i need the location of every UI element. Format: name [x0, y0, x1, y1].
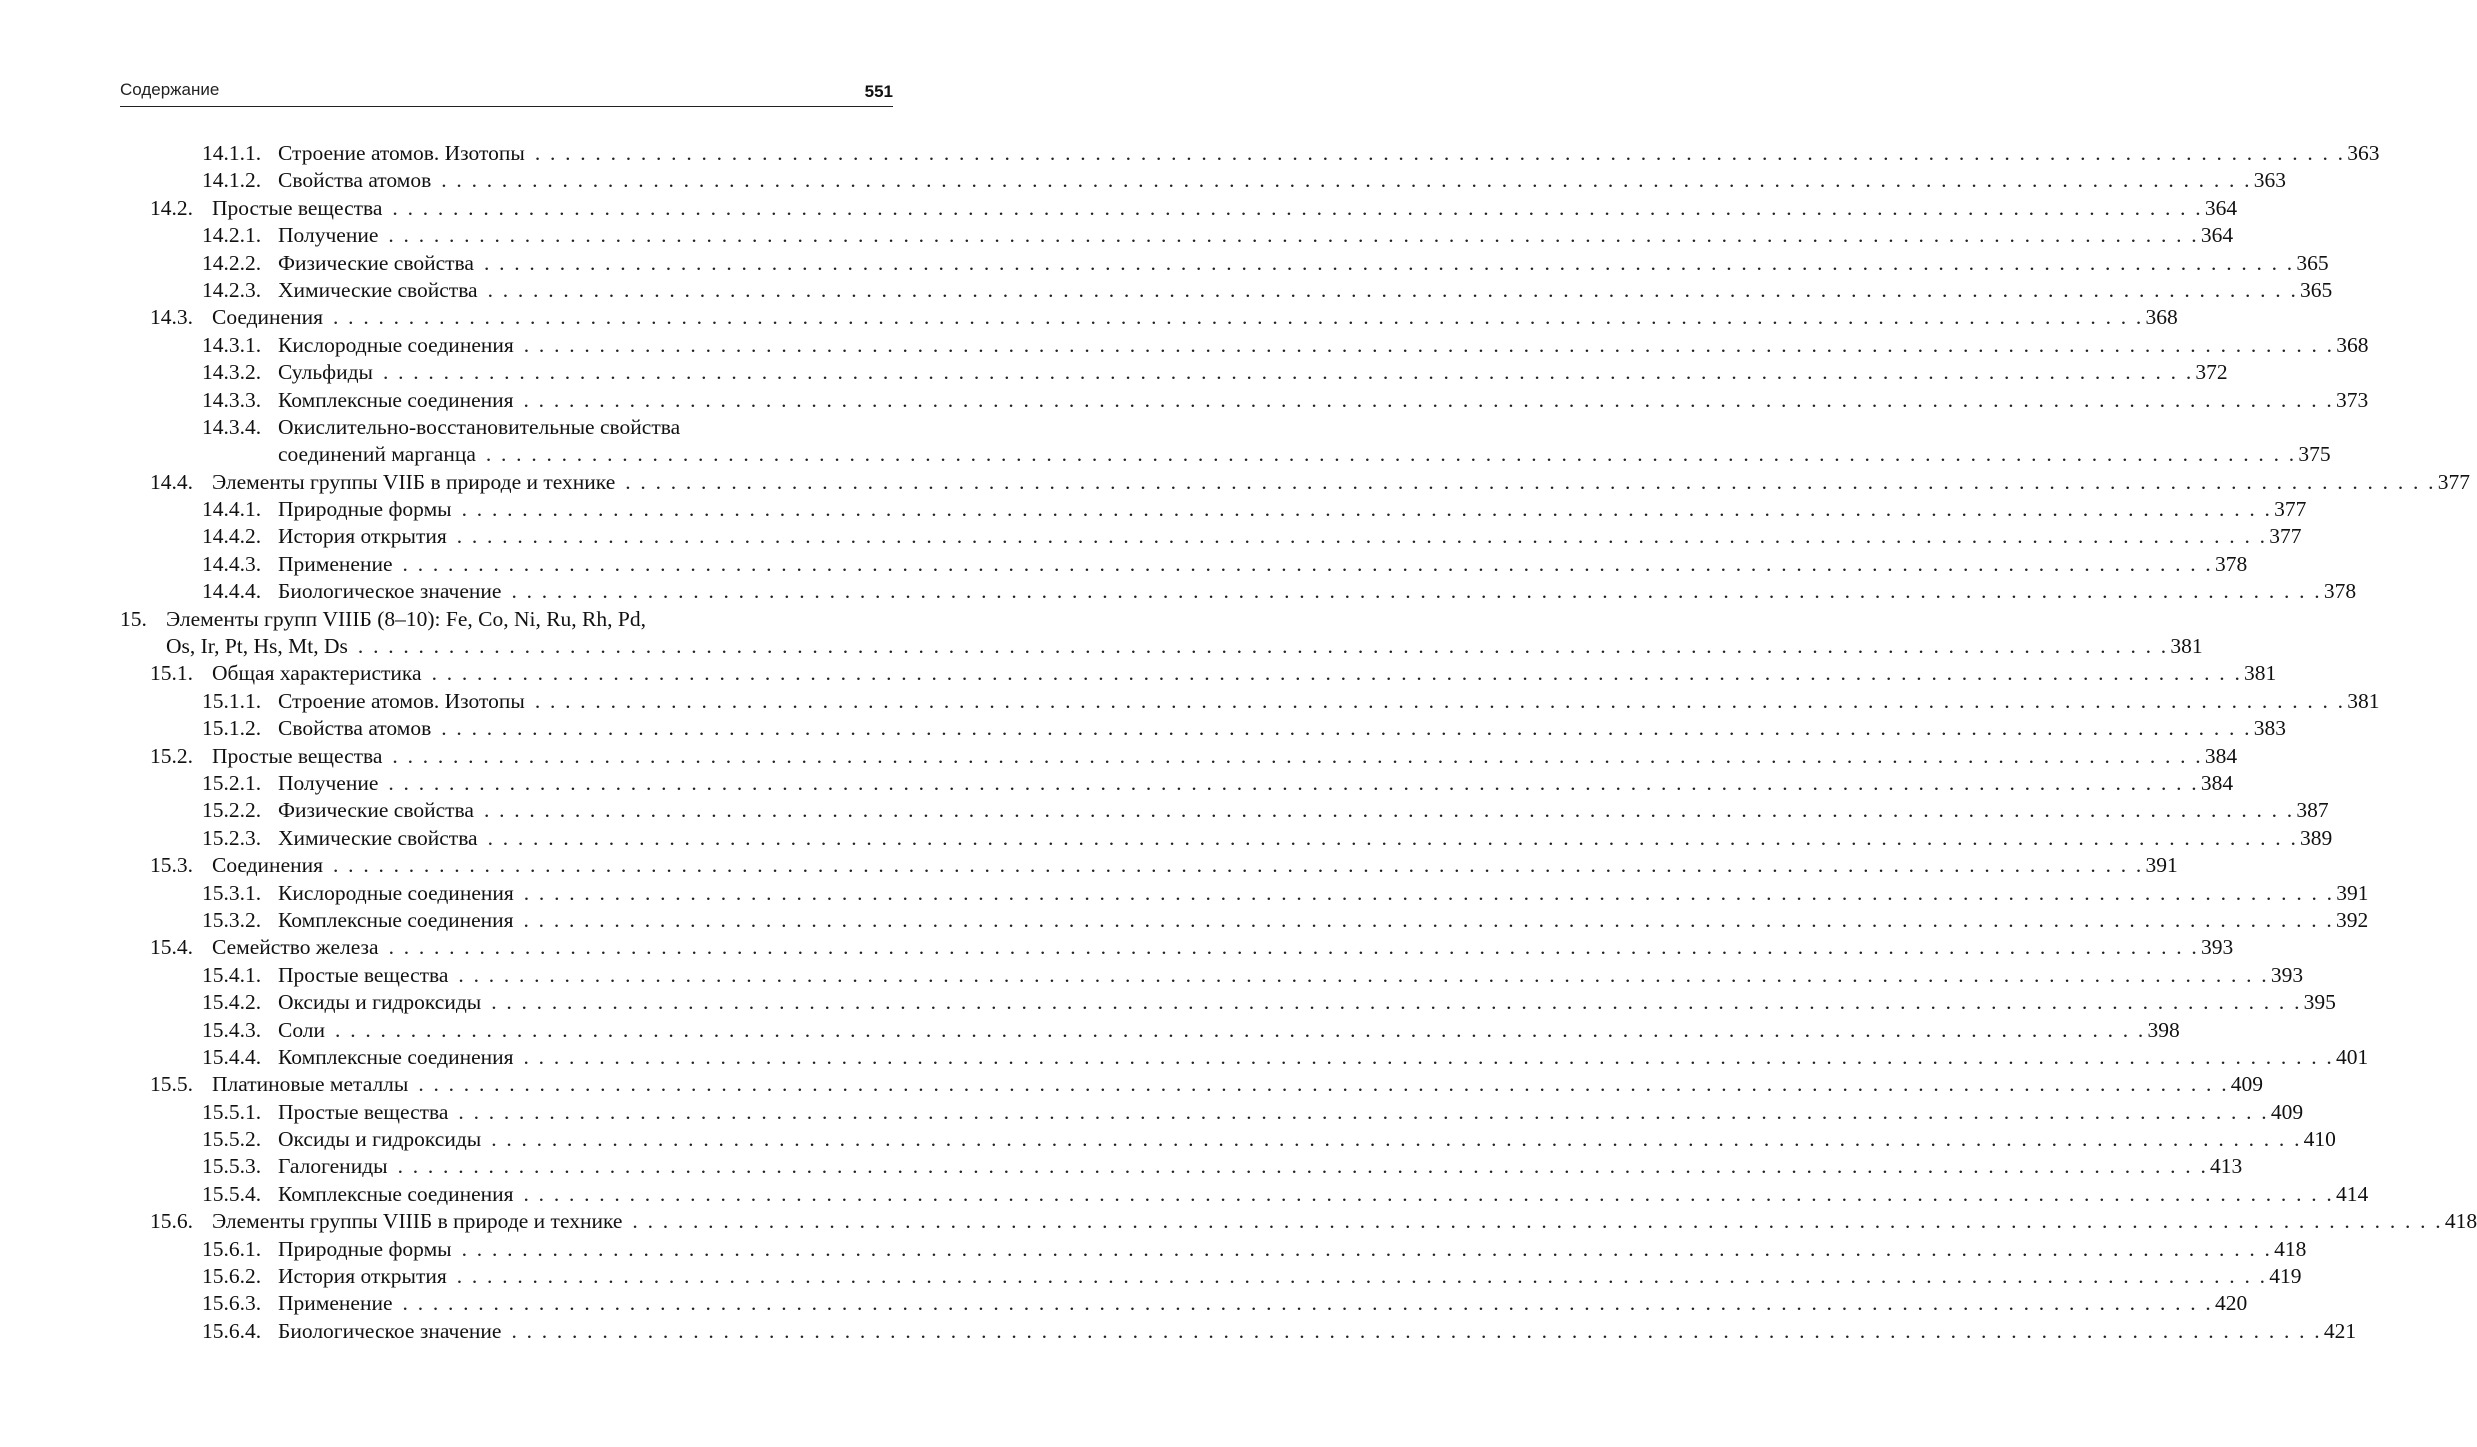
- toc-entry-title: Простые вещества: [278, 962, 449, 987]
- toc-leader-dots: . . . . . . . . . . . . . . . . . . . . . . . . . . . . . . . . . . . . . . . . . . . . . . . . . . . . . . . . . . . . . . . . . . . . . . . . . . . . . . . . . . . . . . . . . . . . . . . . . . . . . . . . . . . . . . . . . . . . . . . .: [523, 1181, 2334, 1206]
- toc-entry-page: 418: [2444, 1209, 2477, 1234]
- toc-leader-dots: . . . . . . . . . . . . . . . . . . . . . . . . . . . . . . . . . . . . . . . . . . . . . . . . . . . . . . . . . . . . . . . . . . . . . . . . . . . . . . . . . . . . . . . . . . . . . . . . . . . . . . . . . . . . . . . . . . . . . . . .: [483, 250, 2295, 275]
- toc-entry-row: [202, 715, 2286, 742]
- toc-entry-title: Получение: [278, 770, 379, 795]
- toc-leader-dots: . . . . . . . . . . . . . . . . . . . . . . . . . . . . . . . . . . . . . . . . . . . . . . . . . . . . . . . . . . . . . . . . . . . . . . . . . . . . . . . . . . . . . . . . . . . . . . . . . . . . . . . . . . . . . . . . . . . . . . . .: [418, 1072, 2229, 1097]
- toc-entry-page: 409: [2230, 1072, 2264, 1097]
- toc-entry-row: [202, 414, 893, 441]
- toc-entry-row: [202, 989, 2336, 1016]
- toc-entry-page: 363: [2347, 141, 2380, 165]
- toc-entry[interactable]: [0, 222, 2234, 249]
- toc-entry-page: 413: [2210, 1154, 2243, 1179]
- toc-entry-title: Комплексные соединения: [278, 907, 514, 932]
- toc-entry-number: 15.3.2.: [202, 907, 262, 932]
- toc-leader-dots: . . . . . . . . . . . . . . . . . . . . . . . . . . . . . . . . . . . . . . . . . . . . . . . . . . . . . . . . . . . . . . . . . . . . . . . . . . . . . . . . . . . . . . . . . . . . . . . . . . . . . . . . . . . . . . . . . . . . . . . .: [335, 1017, 2146, 1042]
- toc-entry-title: соединений марганца: [278, 442, 476, 467]
- toc-entry-page: 377: [2437, 469, 2470, 494]
- toc-entry-row: [202, 1181, 2369, 1208]
- toc-entry-page: 365: [2296, 250, 2329, 275]
- toc-entry-page: 372: [2195, 360, 2228, 385]
- toc-entry-number: 14.3.1.: [202, 332, 262, 357]
- toc-entry-title: Простые вещества: [212, 743, 383, 768]
- toc-entry-row: [202, 1318, 2357, 1345]
- toc-entry-title: Простые вещества: [212, 195, 383, 220]
- table-of-contents: [0, 140, 2477, 1345]
- toc-entry[interactable]: [0, 743, 2238, 770]
- toc-entry-number: 15.2.: [150, 743, 193, 768]
- toc-entry-number: 15.4.1.: [202, 962, 262, 987]
- toc-entry-number: 15.4.4.: [202, 1044, 262, 1069]
- toc-entry[interactable]: [0, 770, 2234, 797]
- toc-entry[interactable]: [0, 551, 2248, 578]
- toc-entry-number: 14.4.: [150, 469, 193, 494]
- header-title: Содержание: [120, 80, 220, 99]
- toc-entry-page: 391: [2145, 853, 2178, 878]
- toc-entry-page: 368: [2336, 332, 2369, 357]
- toc-entry-row: [150, 852, 2178, 879]
- toc-entry-row: [202, 1263, 2302, 1290]
- toc-entry-number: 15.: [120, 606, 147, 631]
- toc-entry-number: 15.2.2.: [202, 798, 262, 823]
- toc-entry-title: Свойства атомов: [278, 716, 432, 741]
- toc-entry-page: 364: [2204, 195, 2238, 220]
- toc-entry-title: Получение: [278, 223, 379, 248]
- toc-entry[interactable]: [0, 304, 2178, 331]
- toc-entry-page: 383: [2253, 716, 2286, 741]
- toc-entry-row: [202, 222, 2234, 249]
- toc-entry-row: [150, 1071, 2264, 1098]
- toc-entry-title: Семейство железа: [212, 935, 379, 960]
- toc-entry-page: 401: [2335, 1044, 2369, 1069]
- toc-entry[interactable]: [0, 797, 2329, 824]
- toc-leader-dots: . . . . . . . . . . . . . . . . . . . . . . . . . . . . . . . . . . . . . . . . . . . . . . . . . . . . . . . . . . . . . . . . . . . . . . . . . . . . . . . . . . . . . . . . . . . . . . . . . . . . . . . . . . . . . . . . . . . . . . . .: [397, 1154, 2209, 1179]
- toc-entry-number: 14.3.4.: [202, 414, 262, 439]
- toc-entry-number: 15.4.: [150, 935, 193, 960]
- toc-entry-page: 378: [2214, 551, 2248, 576]
- toc-entry[interactable]: [0, 1263, 2302, 1290]
- toc-entry[interactable]: [0, 1153, 2243, 1180]
- toc-entry-page: 395: [2303, 990, 2336, 1015]
- toc-leader-dots: . . . . . . . . . . . . . . . . . . . . . . . . . . . . . . . . . . . . . . . . . . . . . . . . . . . . . . . . . . . . . . . . . . . . . . . . . . . . . . . . . . . . . . . . . . . . . . . . . . . . . . . . . . . . . . . . . . . . . . . .: [402, 1291, 2213, 1316]
- toc-leader-dots: . . . . . . . . . . . . . . . . . . . . . . . . . . . . . . . . . . . . . . . . . . . . . . . . . . . . . . . . . . . . . . . . . . . . . . . . . . . . . . . . . . . . . . . . . . . . . . . . . . . . . . . . . . . . . . . . . . . . . . . .: [485, 442, 2297, 467]
- toc-entry[interactable]: [0, 167, 2286, 194]
- toc-entry-page: 378: [2323, 579, 2357, 604]
- toc-entry-row: [202, 1153, 2243, 1180]
- toc-entry-title: История открытия: [278, 1264, 447, 1289]
- toc-entry-title: Природные формы: [278, 497, 452, 522]
- toc-leader-dots: . . . . . . . . . . . . . . . . . . . . . . . . . . . . . . . . . . . . . . . . . . . . . . . . . . . . . . . . . . . . . . . . . . . . . . . . . . . . . . . . . . . . . . . . . . . . . . . . . . . . . . . . . . . . . . . . . . . . . . . .: [388, 935, 2199, 960]
- toc-entry-row: [202, 578, 2357, 605]
- toc-entry-row: [202, 1236, 2307, 1263]
- toc-leader-dots: . . . . . . . . . . . . . . . . . . . . . . . . . . . . . . . . . . . . . . . . . . . . . . . . . . . . . . . . . . . . . . . . . . . . . . . . . . . . . . . . . . . . . . . . . . . . . . . . . . . . . . . . . . . . . . . . . . . . . . . .: [382, 360, 2194, 385]
- toc-entry-page: 375: [2298, 442, 2331, 467]
- toc-leader-dots: . . . . . . . . . . . . . . . . . . . . . . . . . . . . . . . . . . . . . . . . . . . . . . . . . . . . . . . . . . . . . . . . . . . . . . . . . . . . . . . . . . . . . . . . . . . . . . . . . . . . . . . . . . . . . . . . . . . . . . . .: [625, 469, 2436, 494]
- toc-leader-dots: . . . . . . . . . . . . . . . . . . . . . . . . . . . . . . . . . . . . . . . . . . . . . . . . . . . . . . . . . . . . . . . . . . . . . . . . . . . . . . . . . . . . . . . . . . . . . . . . . . . . . . . . . . . . . . . . . . . . . . . .: [441, 716, 2252, 741]
- toc-entry-page: 364: [2200, 223, 2234, 248]
- toc-leader-dots: . . . . . . . . . . . . . . . . . . . . . . . . . . . . . . . . . . . . . . . . . . . . . . . . . . . . . . . . . . . . . . . . . . . . . . . . . . . . . . . . . . . . . . . . . . . . . . . . . . . . . . . . . . . . . . . . . . . . . . . .: [534, 688, 2346, 713]
- toc-entry[interactable]: [0, 852, 2178, 879]
- toc-entry-number: 15.6.2.: [202, 1264, 262, 1289]
- toc-leader-dots: . . . . . . . . . . . . . . . . . . . . . . . . . . . . . . . . . . . . . . . . . . . . . . . . . . . . . . . . . . . . . . . . . . . . . . . . . . . . . . . . . . . . . . . . . . . . . . . . . . . . . . . . . . . . . . . . . . . . . . . .: [456, 524, 2268, 549]
- toc-entry-row: [202, 140, 2380, 167]
- toc-leader-dots: . . . . . . . . . . . . . . . . . . . . . . . . . . . . . . . . . . . . . . . . . . . . . . . . . . . . . . . . . . . . . . . . . . . . . . . . . . . . . . . . . . . . . . . . . . . . . . . . . . . . . . . . . . . . . . . . . . . . . . . .: [392, 743, 2203, 768]
- toc-leader-dots: . . . . . . . . . . . . . . . . . . . . . . . . . . . . . . . . . . . . . . . . . . . . . . . . . . . . . . . . . . . . . . . . . . . . . . . . . . . . . . . . . . . . . . . . . . . . . . . . . . . . . . . . . . . . . . . . . . . . . . . .: [458, 1099, 2269, 1124]
- toc-entry-row: [202, 688, 2380, 715]
- toc-leader-dots: . . . . . . . . . . . . . . . . . . . . . . . . . . . . . . . . . . . . . . . . . . . . . . . . . . . . . . . . . . . . . . . . . . . . . . . . . . . . . . . . . . . . . . . . . . . . . . . . . . . . . . . . . . . . . . . . . . . . . . . .: [523, 1044, 2334, 1069]
- toc-entry-row: [150, 469, 2470, 496]
- toc-entry[interactable]: [0, 414, 1000, 441]
- toc-entry-row: [202, 880, 2369, 907]
- toc-entry-title: Кислородные соединения: [278, 880, 514, 905]
- toc-entry-title: Общая характеристика: [212, 661, 422, 686]
- toc-leader-dots: . . . . . . . . . . . . . . . . . . . . . . . . . . . . . . . . . . . . . . . . . . . . . . . . . . . . . . . . . . . . . . . . . . . . . . . . . . . . . . . . . . . . . . . . . . . . . . . . . . . . . . . . . . . . . . . . . . . . . . . .: [632, 1209, 2443, 1234]
- toc-entry[interactable]: [0, 523, 2302, 550]
- toc-leader-dots: . . . . . . . . . . . . . . . . . . . . . . . . . . . . . . . . . . . . . . . . . . . . . . . . . . . . . . . . . . . . . . . . . . . . . . . . . . . . . . . . . . . . . . . . . . . . . . . . . . . . . . . . . . . . . . . . . . . . . . . .: [357, 634, 2169, 659]
- toc-entry-number: 15.1.2.: [202, 716, 262, 741]
- toc-entry-page: 391: [2336, 880, 2369, 905]
- toc-entry-row: [202, 1017, 2180, 1044]
- toc-entry[interactable]: [0, 1126, 2336, 1153]
- toc-entry-page: 418: [2274, 1236, 2307, 1261]
- toc-entry-number: 14.2.: [150, 195, 193, 220]
- toc-entry-number: 14.2.2.: [202, 250, 262, 275]
- toc-entry-title: Физические свойства: [278, 798, 474, 823]
- toc-leader-dots: . . . . . . . . . . . . . . . . . . . . . . . . . . . . . . . . . . . . . . . . . . . . . . . . . . . . . . . . . . . . . . . . . . . . . . . . . . . . . . . . . . . . . . . . . . . . . . . . . . . . . . . . . . . . . . . . . . . . . . . .: [388, 223, 2199, 248]
- toc-entry[interactable]: [0, 962, 2304, 989]
- toc-entry-number: 15.4.2.: [202, 990, 262, 1015]
- toc-entry-title: Строение атомов. Изотопы: [278, 688, 525, 713]
- toc-entry-row: [278, 441, 2331, 468]
- toc-entry-row: [202, 496, 2307, 523]
- toc-entry-row: [202, 1099, 2304, 1126]
- toc-entry-title: Элементы группы VIIБ в природе и технике: [212, 469, 616, 494]
- toc-entry-title: Комплексные соединения: [278, 1181, 514, 1206]
- toc-entry[interactable]: [0, 606, 1000, 633]
- toc-entry-number: 15.3.: [150, 853, 193, 878]
- toc-entry-title: Платиновые металлы: [212, 1072, 409, 1097]
- toc-entry-number: 14.2.1.: [202, 223, 262, 248]
- toc-entry[interactable]: [0, 1236, 2307, 1263]
- toc-entry-row: [202, 797, 2329, 824]
- toc-entry-row: [202, 907, 2369, 934]
- toc-entry-page: 421: [2323, 1318, 2357, 1343]
- toc-entry-number: 15.1.1.: [202, 688, 262, 713]
- toc-entry-page: 381: [2244, 661, 2277, 686]
- toc-leader-dots: . . . . . . . . . . . . . . . . . . . . . . . . . . . . . . . . . . . . . . . . . . . . . . . . . . . . . . . . . . . . . . . . . . . . . . . . . . . . . . . . . . . . . . . . . . . . . . . . . . . . . . . . . . . . . . . . . . . . . . . .: [461, 497, 2273, 522]
- toc-entry-row: [150, 934, 2234, 961]
- toc-entry-page: 420: [2214, 1291, 2248, 1316]
- toc-leader-dots: . . . . . . . . . . . . . . . . . . . . . . . . . . . . . . . . . . . . . . . . . . . . . . . . . . . . . . . . . . . . . . . . . . . . . . . . . . . . . . . . . . . . . . . . . . . . . . . . . . . . . . . . . . . . . . . . . . . . . . . .: [456, 1264, 2268, 1289]
- toc-entry-title: Простые вещества: [278, 1099, 449, 1124]
- toc-leader-dots: . . . . . . . . . . . . . . . . . . . . . . . . . . . . . . . . . . . . . . . . . . . . . . . . . . . . . . . . . . . . . . . . . . . . . . . . . . . . . . . . . . . . . . . . . . . . . . . . . . . . . . . . . . . . . . . . . . . . . . . .: [511, 1318, 2322, 1343]
- toc-leader-dots: . . . . . . . . . . . . . . . . . . . . . . . . . . . . . . . . . . . . . . . . . . . . . . . . . . . . . . . . . . . . . . . . . . . . . . . . . . . . . . . . . . . . . . . . . . . . . . . . . . . . . . . . . . . . . . . . . . . . . . . .: [523, 907, 2334, 932]
- toc-entry-row: [202, 277, 2333, 304]
- toc-entry-title: Элементы группы VIIIБ в природе и технике: [212, 1209, 623, 1234]
- toc-entry[interactable]: [0, 934, 2234, 961]
- toc-entry-page: 363: [2253, 168, 2286, 193]
- toc-entry-page: 373: [2335, 387, 2369, 412]
- toc-entry-row: [166, 633, 2203, 660]
- toc-entry-title: Галогениды: [278, 1154, 388, 1179]
- toc-entry-title: Применение: [278, 1291, 393, 1316]
- toc-entry-number: 14.2.3.: [202, 277, 262, 302]
- toc-entry[interactable]: [0, 578, 2357, 605]
- toc-entry-number: 14.3.: [150, 305, 193, 330]
- toc-entry-number: 15.5.: [150, 1072, 193, 1097]
- toc-entry-page: 365: [2300, 277, 2333, 302]
- toc-entry[interactable]: [0, 1290, 2248, 1317]
- toc-entry[interactable]: [0, 332, 2369, 359]
- toc-entry-number: 14.1.2.: [202, 168, 262, 193]
- toc-leader-dots: . . . . . . . . . . . . . . . . . . . . . . . . . . . . . . . . . . . . . . . . . . . . . . . . . . . . . . . . . . . . . . . . . . . . . . . . . . . . . . . . . . . . . . . . . . . . . . . . . . . . . . . . . . . . . . . . . . . . . . . .: [487, 277, 2299, 302]
- toc-entry-row: [202, 1290, 2248, 1317]
- toc-entry-title: Строение атомов. Изотопы: [278, 141, 525, 165]
- toc-entry-row: [202, 962, 2304, 989]
- toc-entry-number: 15.1.: [150, 661, 193, 686]
- toc-entry-number: 14.4.3.: [202, 551, 262, 576]
- toc-entry-title: Природные формы: [278, 1236, 452, 1261]
- toc-entry[interactable]: [0, 195, 2238, 222]
- toc-leader-dots: . . . . . . . . . . . . . . . . . . . . . . . . . . . . . . . . . . . . . . . . . . . . . . . . . . . . . . . . . . . . . . . . . . . . . . . . . . . . . . . . . . . . . . . . . . . . . . . . . . . . . . . . . . . . . . . . . . . . . . . .: [333, 853, 2144, 878]
- toc-entry-title: Биологическое значение: [278, 1318, 502, 1343]
- toc-entry-number: 15.2.3.: [202, 825, 262, 850]
- toc-entry-title: Комплексные соединения: [278, 387, 514, 412]
- toc-entry[interactable]: [0, 1044, 2369, 1071]
- toc-entry-page: 419: [2269, 1264, 2302, 1289]
- toc-entry-title: Os, Ir, Pt, Hs, Mt, Ds: [166, 634, 348, 659]
- toc-entry-title: История открытия: [278, 524, 447, 549]
- toc-entry[interactable]: [0, 907, 2369, 934]
- toc-entry-row: [150, 1208, 2477, 1235]
- toc-leader-dots: . . . . . . . . . . . . . . . . . . . . . . . . . . . . . . . . . . . . . . . . . . . . . . . . . . . . . . . . . . . . . . . . . . . . . . . . . . . . . . . . . . . . . . . . . . . . . . . . . . . . . . . . . . . . . . . . . . . . . . . .: [511, 579, 2322, 604]
- toc-entry-title: Свойства атомов: [278, 168, 432, 193]
- toc-entry-row: [120, 606, 893, 633]
- toc-entry-number: 15.5.1.: [202, 1099, 262, 1124]
- toc-entry-title: Элементы групп VIIIБ (8–10): Fe, Co, Ni, Ru, Rh, Pd,: [166, 606, 646, 631]
- toc-leader-dots: . . . . . . . . . . . . . . . . . . . . . . . . . . . . . . . . . . . . . . . . . . . . . . . . . . . . . . . . . . . . . . . . . . . . . . . . . . . . . . . . . . . . . . . . . . . . . . . . . . . . . . . . . . . . . . . . . . . . . . . .: [523, 387, 2334, 412]
- toc-entry-page: 384: [2204, 743, 2238, 768]
- toc-entry-title: Биологическое значение: [278, 579, 502, 604]
- toc-entry-page: 368: [2145, 305, 2178, 330]
- toc-leader-dots: . . . . . . . . . . . . . . . . . . . . . . . . . . . . . . . . . . . . . . . . . . . . . . . . . . . . . . . . . . . . . . . . . . . . . . . . . . . . . . . . . . . . . . . . . . . . . . . . . . . . . . . . . . . . . . . . . . . . . . . .: [523, 880, 2335, 905]
- toc-entry-number: 14.4.1.: [202, 497, 262, 522]
- toc-leader-dots: . . . . . . . . . . . . . . . . . . . . . . . . . . . . . . . . . . . . . . . . . . . . . . . . . . . . . . . . . . . . . . . . . . . . . . . . . . . . . . . . . . . . . . . . . . . . . . . . . . . . . . . . . . . . . . . . . . . . . . . .: [333, 305, 2144, 330]
- toc-entry[interactable]: [0, 1318, 2357, 1345]
- toc-leader-dots: . . . . . . . . . . . . . . . . . . . . . . . . . . . . . . . . . . . . . . . . . . . . . . . . . . . . . . . . . . . . . . . . . . . . . . . . . . . . . . . . . . . . . . . . . . . . . . . . . . . . . . . . . . . . . . . . . . . . . . . .: [392, 195, 2203, 220]
- toc-entry-row: [202, 825, 2333, 852]
- toc-entry-title: Кислородные соединения: [278, 332, 514, 357]
- toc-entry-title: Комплексные соединения: [278, 1044, 514, 1069]
- toc-entry-page: 414: [2335, 1181, 2369, 1206]
- toc-entry-row: [150, 195, 2238, 222]
- toc-entry-number: 14.1.1.: [202, 141, 262, 165]
- toc-entry-page: 398: [2147, 1017, 2180, 1042]
- toc-entry-title: Соли: [278, 1017, 326, 1042]
- toc-entry[interactable]: [0, 277, 2333, 304]
- toc-entry-title: Применение: [278, 551, 393, 576]
- toc-entry-row: [202, 1126, 2336, 1153]
- toc-leader-dots: . . . . . . . . . . . . . . . . . . . . . . . . . . . . . . . . . . . . . . . . . . . . . . . . . . . . . . . . . . . . . . . . . . . . . . . . . . . . . . . . . . . . . . . . . . . . . . . . . . . . . . . . . . . . . . . . . . . . . . . .: [534, 141, 2346, 165]
- toc-entry-page: 389: [2300, 825, 2333, 850]
- toc-entry-row: [202, 332, 2369, 359]
- toc-entry[interactable]: [0, 359, 2228, 386]
- toc-entry-title: Оксиды и гидроксиды: [278, 990, 482, 1015]
- toc-entry[interactable]: [0, 1181, 2369, 1208]
- toc-entry-page: 392: [2335, 907, 2369, 932]
- toc-leader-dots: . . . . . . . . . . . . . . . . . . . . . . . . . . . . . . . . . . . . . . . . . . . . . . . . . . . . . . . . . . . . . . . . . . . . . . . . . . . . . . . . . . . . . . . . . . . . . . . . . . . . . . . . . . . . . . . . . . . . . . . .: [483, 798, 2295, 823]
- toc-entry-page: 377: [2274, 497, 2307, 522]
- toc-leader-dots: . . . . . . . . . . . . . . . . . . . . . . . . . . . . . . . . . . . . . . . . . . . . . . . . . . . . . . . . . . . . . . . . . . . . . . . . . . . . . . . . . . . . . . . . . . . . . . . . . . . . . . . . . . . . . . . . . . . . . . . .: [458, 962, 2269, 987]
- toc-leader-dots: . . . . . . . . . . . . . . . . . . . . . . . . . . . . . . . . . . . . . . . . . . . . . . . . . . . . . . . . . . . . . . . . . . . . . . . . . . . . . . . . . . . . . . . . . . . . . . . . . . . . . . . . . . . . . . . . . . . . . . . .: [431, 661, 2243, 686]
- toc-entry-row: [150, 660, 2277, 687]
- toc-leader-dots: . . . . . . . . . . . . . . . . . . . . . . . . . . . . . . . . . . . . . . . . . . . . . . . . . . . . . . . . . . . . . . . . . . . . . . . . . . . . . . . . . . . . . . . . . . . . . . . . . . . . . . . . . . . . . . . . . . . . . . . .: [523, 332, 2335, 357]
- toc-entry[interactable]: [0, 688, 2380, 715]
- toc-entry-number: 14.4.4.: [202, 579, 262, 604]
- toc-entry-row: [202, 167, 2286, 194]
- toc-leader-dots: . . . . . . . . . . . . . . . . . . . . . . . . . . . . . . . . . . . . . . . . . . . . . . . . . . . . . . . . . . . . . . . . . . . . . . . . . . . . . . . . . . . . . . . . . . . . . . . . . . . . . . . . . . . . . . . . . . . . . . . .: [487, 825, 2299, 850]
- toc-entry[interactable]: [0, 1071, 2264, 1098]
- toc-entry-row: [202, 1044, 2369, 1071]
- toc-entry-number: 15.5.3.: [202, 1154, 262, 1179]
- toc-entry-row: [202, 387, 2369, 414]
- toc-entry[interactable]: [0, 989, 2336, 1016]
- toc-entry[interactable]: [0, 140, 2380, 167]
- toc-entry-title: Оксиды и гидроксиды: [278, 1127, 482, 1152]
- toc-entry-title: Соединения: [212, 853, 324, 878]
- toc-entry-title: Сульфиды: [278, 360, 373, 385]
- toc-entry[interactable]: [0, 825, 2333, 852]
- toc-entry-page: 410: [2303, 1127, 2336, 1152]
- running-header: [120, 80, 893, 107]
- toc-entry-title: Химические свойства: [278, 825, 478, 850]
- toc-entry-title: Физические свойства: [278, 250, 474, 275]
- toc-entry-page: 393: [2270, 962, 2304, 987]
- toc-leader-dots: . . . . . . . . . . . . . . . . . . . . . . . . . . . . . . . . . . . . . . . . . . . . . . . . . . . . . . . . . . . . . . . . . . . . . . . . . . . . . . . . . . . . . . . . . . . . . . . . . . . . . . . . . . . . . . . . . . . . . . . .: [491, 1127, 2302, 1152]
- page-number: 551: [864, 82, 893, 101]
- toc-entry-number: 15.6.3.: [202, 1291, 262, 1316]
- toc-entry-title: Окислительно-восстановительные свойства: [278, 414, 681, 439]
- toc-entry-number: 15.6.1.: [202, 1236, 262, 1261]
- toc-entry[interactable]: [0, 660, 2277, 687]
- toc-entry-title: Химические свойства: [278, 277, 478, 302]
- toc-entry[interactable]: [0, 1017, 2180, 1044]
- toc-entry[interactable]: [0, 715, 2286, 742]
- toc-entry-number: 14.4.2.: [202, 524, 262, 549]
- toc-entry[interactable]: [0, 496, 2307, 523]
- toc-entry-row: [150, 304, 2178, 331]
- toc-entry[interactable]: [0, 1208, 2477, 1235]
- toc-entry-number: 15.5.4.: [202, 1181, 262, 1206]
- toc-leader-dots: . . . . . . . . . . . . . . . . . . . . . . . . . . . . . . . . . . . . . . . . . . . . . . . . . . . . . . . . . . . . . . . . . . . . . . . . . . . . . . . . . . . . . . . . . . . . . . . . . . . . . . . . . . . . . . . . . . . . . . . .: [491, 990, 2302, 1015]
- toc-entry[interactable]: [0, 387, 2369, 414]
- toc-entry-row: [202, 523, 2302, 550]
- toc-entry-row: [202, 250, 2329, 277]
- toc-entry-row: [202, 359, 2228, 386]
- toc-leader-dots: . . . . . . . . . . . . . . . . . . . . . . . . . . . . . . . . . . . . . . . . . . . . . . . . . . . . . . . . . . . . . . . . . . . . . . . . . . . . . . . . . . . . . . . . . . . . . . . . . . . . . . . . . . . . . . . . . . . . . . . .: [441, 168, 2252, 193]
- toc-entry[interactable]: [0, 469, 2470, 496]
- toc-entry-number: 15.5.2.: [202, 1127, 262, 1152]
- toc-entry-page: 393: [2201, 935, 2234, 960]
- toc-leader-dots: . . . . . . . . . . . . . . . . . . . . . . . . . . . . . . . . . . . . . . . . . . . . . . . . . . . . . . . . . . . . . . . . . . . . . . . . . . . . . . . . . . . . . . . . . . . . . . . . . . . . . . . . . . . . . . . . . . . . . . . .: [461, 1236, 2273, 1261]
- toc-entry-row: [150, 743, 2238, 770]
- toc-entry[interactable]: [0, 1099, 2304, 1126]
- toc-entry-number: 15.3.1.: [202, 880, 262, 905]
- toc-entry-number: 15.6.4.: [202, 1318, 262, 1343]
- toc-entry-row: [202, 551, 2248, 578]
- toc-entry-page: 377: [2269, 524, 2302, 549]
- toc-entry[interactable]: [0, 250, 2329, 277]
- toc-entry-number: 15.6.: [150, 1209, 193, 1234]
- toc-entry-page: 387: [2296, 798, 2329, 823]
- toc-entry-page: 409: [2270, 1099, 2304, 1124]
- toc-entry-number: 14.3.3.: [202, 387, 262, 412]
- toc-leader-dots: . . . . . . . . . . . . . . . . . . . . . . . . . . . . . . . . . . . . . . . . . . . . . . . . . . . . . . . . . . . . . . . . . . . . . . . . . . . . . . . . . . . . . . . . . . . . . . . . . . . . . . . . . . . . . . . . . . . . . . . .: [388, 770, 2199, 795]
- toc-entry[interactable]: [0, 880, 2369, 907]
- toc-entry[interactable]: [0, 441, 2331, 468]
- toc-leader-dots: . . . . . . . . . . . . . . . . . . . . . . . . . . . . . . . . . . . . . . . . . . . . . . . . . . . . . . . . . . . . . . . . . . . . . . . . . . . . . . . . . . . . . . . . . . . . . . . . . . . . . . . . . . . . . . . . . . . . . . . .: [402, 551, 2213, 576]
- toc-entry-number: 15.2.1.: [202, 770, 262, 795]
- toc-entry-title: Соединения: [212, 305, 324, 330]
- toc-entry[interactable]: [0, 633, 2203, 660]
- toc-entry-page: 381: [2347, 688, 2380, 713]
- toc-entry-number: 14.3.2.: [202, 360, 262, 385]
- toc-entry-row: [202, 770, 2234, 797]
- toc-entry-page: 381: [2170, 634, 2203, 659]
- toc-entry-number: 15.4.3.: [202, 1017, 262, 1042]
- toc-entry-page: 384: [2200, 770, 2234, 795]
